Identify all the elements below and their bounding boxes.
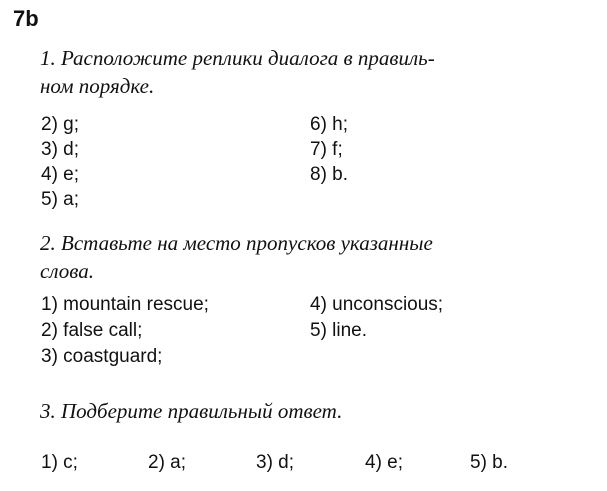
task1-answer: 4) e; xyxy=(41,164,80,185)
task1-answer: 3) d; xyxy=(41,139,80,160)
task2-heading-line2: слова. xyxy=(40,259,94,283)
task3-answer: 5) b. xyxy=(470,452,509,473)
task1-heading xyxy=(40,44,435,100)
task3-heading: 3. Подберите правильный ответ. xyxy=(40,399,343,423)
task1-heading-line2: ном порядке. xyxy=(40,74,155,98)
task3-answer: 1) c; xyxy=(41,452,78,473)
section-title: 7b xyxy=(13,6,39,31)
task3-answer: 4) e; xyxy=(365,452,404,473)
task3-answer: 2) a; xyxy=(148,452,187,473)
task1-heading-line1: 1. Расположите реплики диалога в правиль- xyxy=(40,46,435,70)
task3-answer: 3) d; xyxy=(256,452,295,473)
task1-answer: 7) f; xyxy=(310,139,343,160)
task2-answer: 4) unconscious; xyxy=(310,294,444,315)
task2-heading xyxy=(40,229,433,285)
task2-answer: 3) coastguard; xyxy=(41,346,163,367)
task1-answer: 6) h; xyxy=(310,114,349,135)
task1-answer: 8) b. xyxy=(310,164,349,185)
task2-answer: 2) false call; xyxy=(41,320,143,341)
task2-heading-line1: 2. Вставьте на место пропусков указанные xyxy=(40,231,433,255)
task2-answer: 1) mountain rescue; xyxy=(41,294,209,315)
task1-answer: 2) g; xyxy=(41,114,80,135)
task1-answer: 5) a; xyxy=(41,189,80,210)
task2-answer: 5) line. xyxy=(310,320,368,341)
